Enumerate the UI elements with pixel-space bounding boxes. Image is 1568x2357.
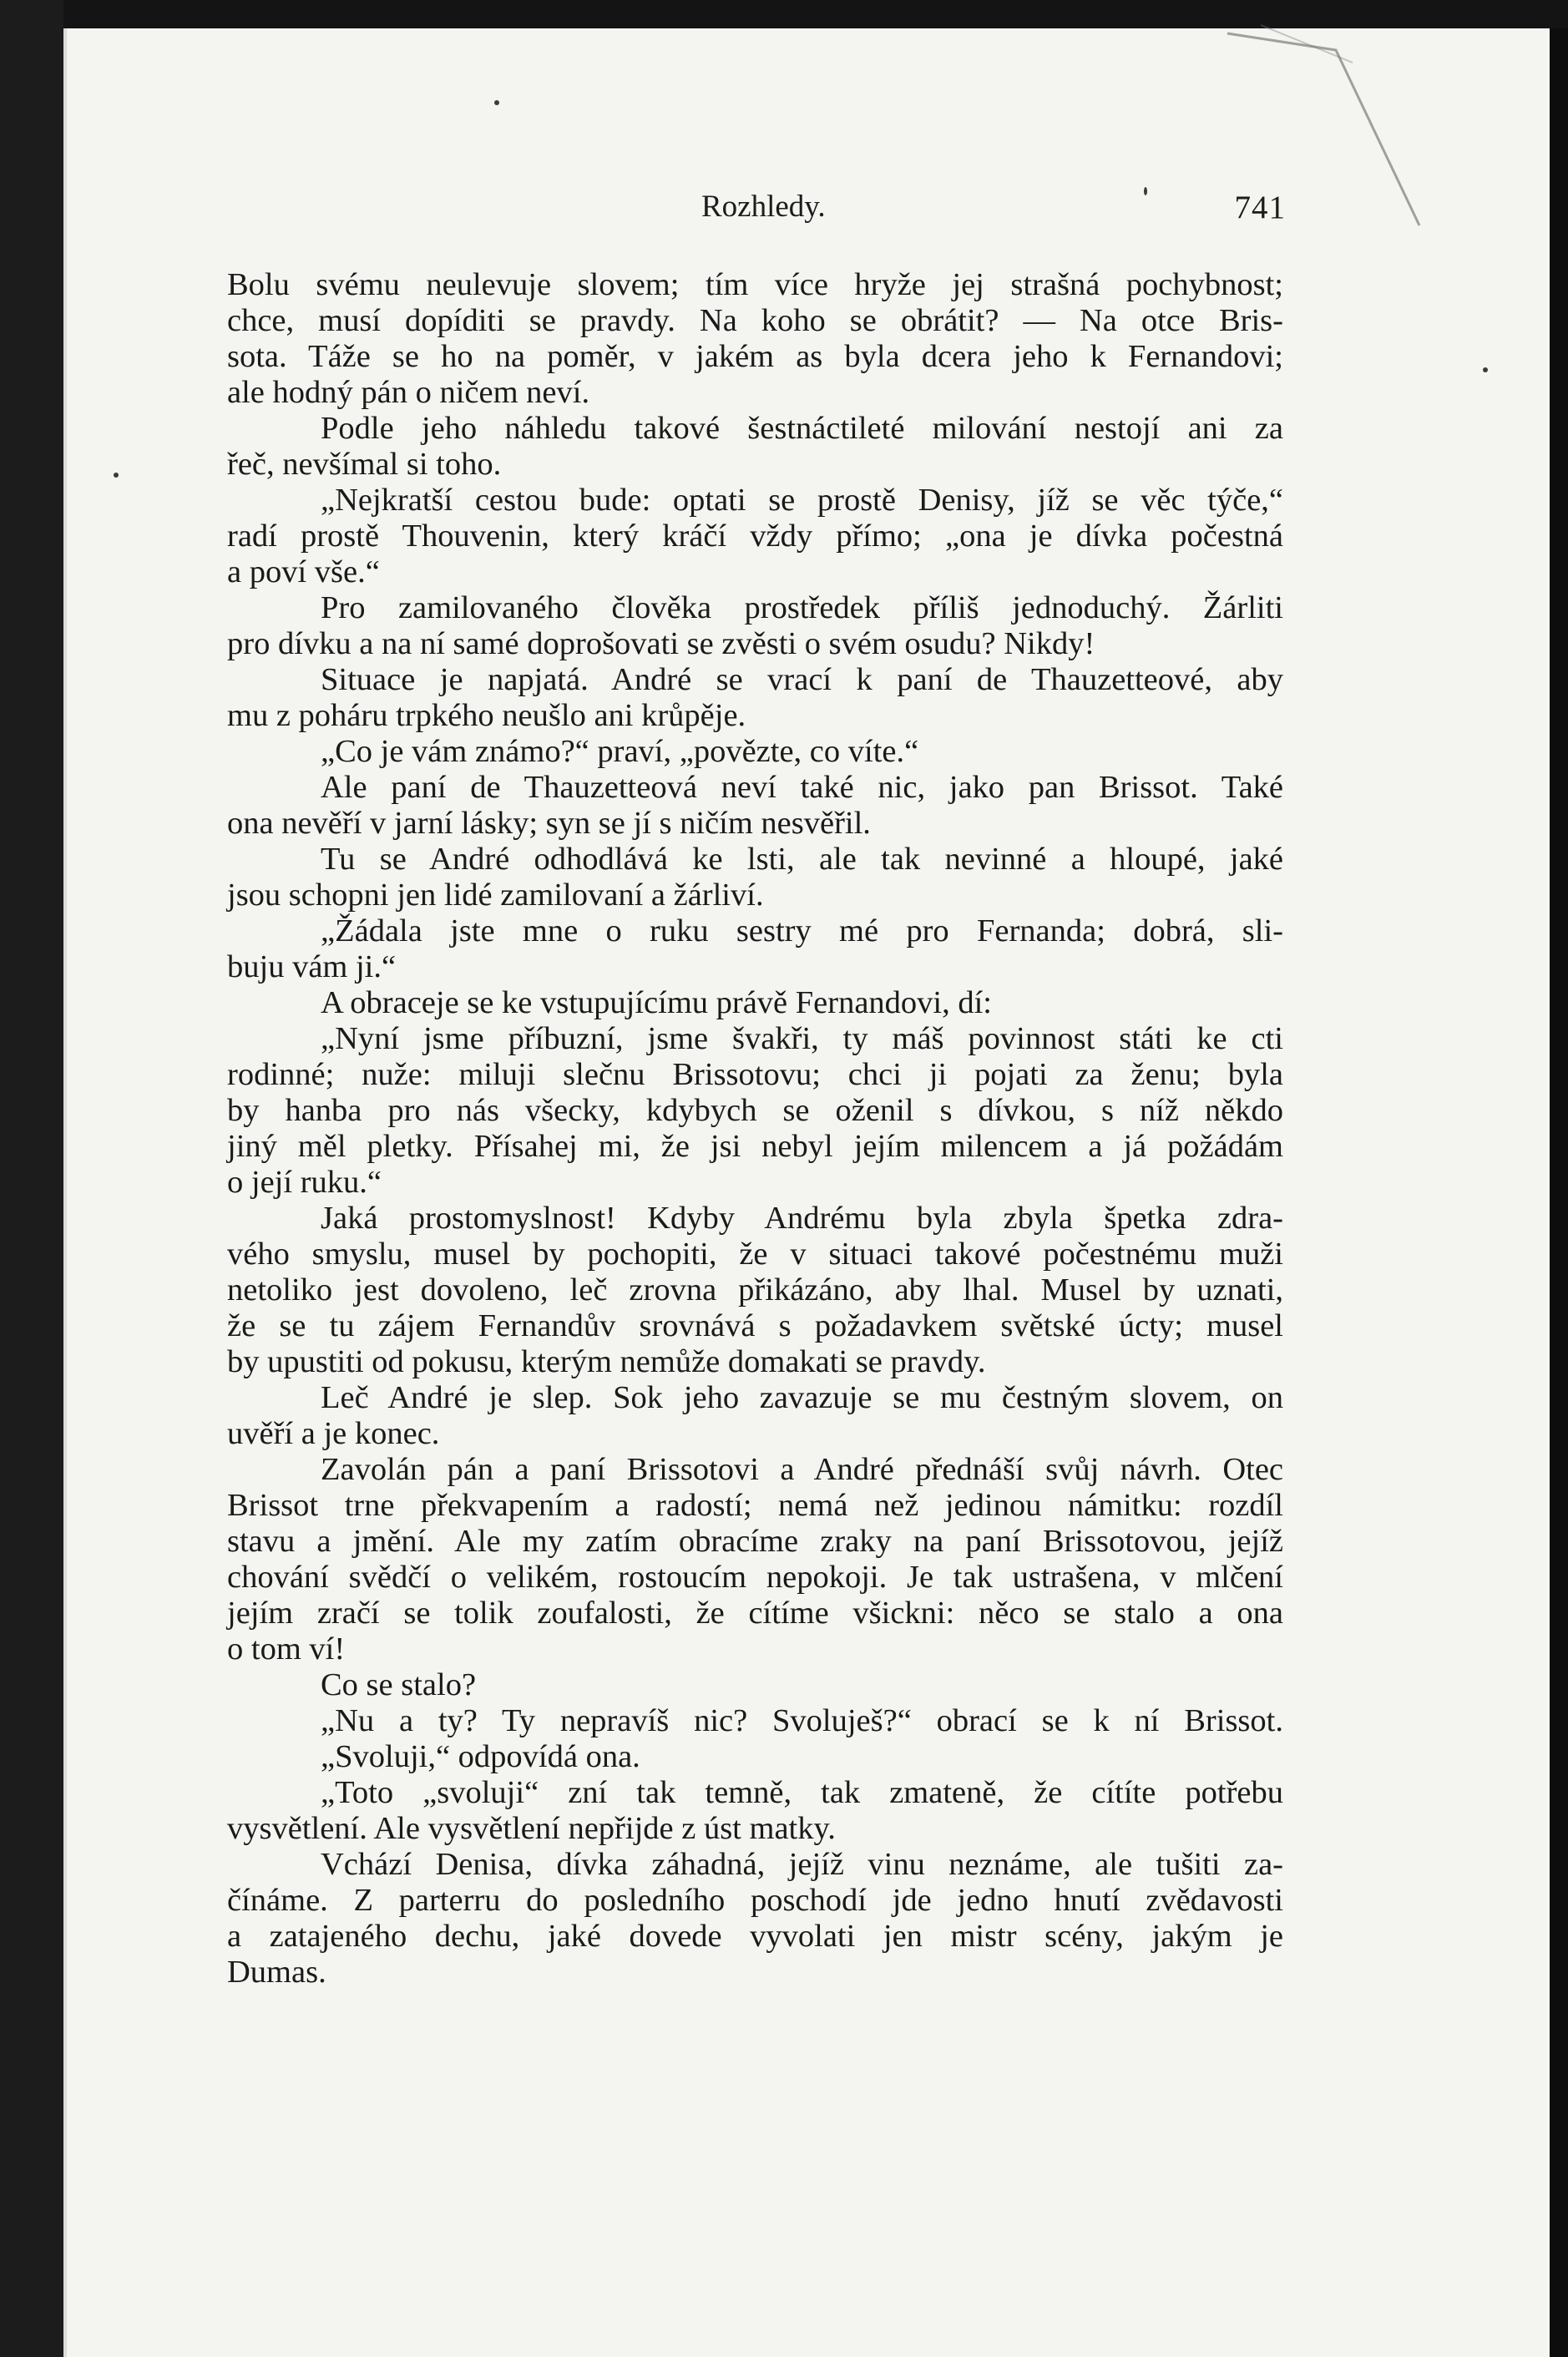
text-line: Tu se André odhodlává ke lsti, ale tak nevinné a hloupé, jaké xyxy=(321,842,1283,877)
text-line: Brissot trne překvapením a radostí; nemá než jedinou námitku: rozdíl xyxy=(227,1488,1283,1523)
body-text xyxy=(227,267,1283,1990)
text-line: Ale paní de Thauzetteová neví také nic, jako pan Brissot. Také xyxy=(321,770,1283,805)
text-line: by hanba pro nás všecky, kdybych se oženil s dívkou, s níž někdo xyxy=(227,1093,1283,1128)
text-line: netoliko jest dovoleno, leč zrovna přikázáno, aby lhal. Musel by uznati, xyxy=(227,1272,1283,1307)
text-line: Vchází Denisa, dívka záhadná, jejíž vinu neznáme, ale tušiti za- xyxy=(321,1847,1283,1882)
running-title: Rozhledy. xyxy=(701,190,826,224)
scan-border-left xyxy=(0,0,63,2357)
ink-speck xyxy=(1483,367,1488,372)
scan-border-right xyxy=(1550,28,1568,2357)
running-header xyxy=(225,189,1286,239)
text-line: ona nevěří v jarní lásky; syn se jí s ničím nesvěřil. xyxy=(227,806,871,841)
text-line: uvěří a je konec. xyxy=(227,1416,440,1451)
text-line: sota. Táže se ho na poměr, v jakém as byla dcera jeho k Fernandovi; xyxy=(227,339,1283,374)
text-line: chce, musí dopíditi se pravdy. Na koho se obrátit? — Na otce Bris- xyxy=(227,303,1283,338)
text-line: o tom ví! xyxy=(227,1631,346,1667)
text-line: by upustiti od pokusu, kterým nemůže domakati se pravdy. xyxy=(227,1344,986,1379)
text-line: „Nu a ty? Ty nepravíš nic? Svoluješ?“ obrací se k ní Brissot. xyxy=(321,1703,1283,1738)
ink-speck xyxy=(494,100,499,105)
text-line: A obraceje se ke vstupujícímu právě Fernandovi, dí: xyxy=(321,985,993,1020)
text-line: stavu a jmění. Ale my zatím obracíme zraky na paní Brissotovou, jejíž xyxy=(227,1524,1283,1559)
ink-speck xyxy=(114,473,119,478)
text-line: vého smyslu, musel by pochopiti, že v situaci takové počestnému muži xyxy=(227,1237,1283,1272)
text-line: „Nejkratší cestou bude: optati se prostě Denisy, jíž se věc týče,“ xyxy=(321,483,1283,518)
text-line: a zatajeného dechu, jaké dovede vyvolati jen mistr scény, jakým je xyxy=(227,1919,1283,1954)
text-line: mu z poháru trpkého neušlo ani krůpěje. xyxy=(227,698,746,733)
text-line: a poví vše.“ xyxy=(227,554,380,589)
text-line: Situace je napjatá. André se vrací k paní de Thauzetteové, aby xyxy=(321,662,1283,697)
text-line: Co se stalo? xyxy=(321,1667,477,1702)
text-line: buju vám ji.“ xyxy=(227,949,397,984)
text-line: ale hodný pán o ničem neví. xyxy=(227,375,590,410)
page-number: 741 xyxy=(1234,190,1286,225)
text-line: Leč André je slep. Sok jeho zavazuje se mu čestným slovem, on xyxy=(321,1380,1283,1415)
text-line: radí prostě Thouvenin, který kráčí vždy přímo; „ona je dívka počestná xyxy=(227,518,1283,554)
text-line: čínáme. Z parterru do posledního poschodí jde jedno hnutí zvědavosti xyxy=(227,1883,1283,1918)
text-line: chování svědčí o velikém, rostoucím nepokoji. Je tak ustrašena, v mlčení xyxy=(227,1560,1283,1595)
text-line: pro dívku a na ní samé doprošovati se zvěsti o svém osudu? Nikdy! xyxy=(227,626,1095,661)
text-line: jiný měl pletky. Přísahej mi, že jsi nebyl jejím milencem a já požádám xyxy=(227,1129,1283,1164)
text-line: Bolu svému neulevuje slovem; tím více hryže jej strašná pochybnost; xyxy=(227,267,1283,302)
text-line: rodinné; nuže: miluji slečnu Brissotovu; chci ji pojati za ženu; byla xyxy=(227,1057,1283,1092)
text-line: „Nyní jsme příbuzní, jsme švakři, ty máš povinnost státi ke cti xyxy=(321,1021,1283,1056)
text-line: „Žádala jste mne o ruku sestry mé pro Fernanda; dobrá, sli- xyxy=(321,913,1283,948)
text-line: vysvětlení. Ale vysvětlení nepřijde z úst matky. xyxy=(227,1811,836,1846)
text-line: jsou schopni jen lidé zamilovaní a žárliví. xyxy=(227,878,764,913)
text-line: Pro zamilovaného člověka prostředek příliš jednoduchý. Žárliti xyxy=(321,590,1283,625)
text-line: Zavolán pán a paní Brissotovi a André přednáší svůj návrh. Otec xyxy=(321,1452,1283,1487)
text-line: „Co je vám známo?“ praví, „povězte, co víte.“ xyxy=(321,734,919,769)
text-line: „Svoluji,“ odpovídá ona. xyxy=(321,1739,640,1774)
text-line: řeč, nevšímal si toho. xyxy=(227,447,502,482)
text-line: Podle jeho náhledu takové šestnáctileté milování nestojí ani za xyxy=(321,411,1283,446)
text-line: že se tu zájem Fernandův srovnává s požadavkem světské úcty; musel xyxy=(227,1308,1283,1343)
text-line: jejím zračí se tolik zoufalosti, že cítíme všickni: něco se stalo a ona xyxy=(227,1596,1283,1631)
text-line: Jaká prostomyslnost! Kdyby Andrému byla zbyla špetka zdra- xyxy=(321,1201,1283,1236)
text-line: o její ruku.“ xyxy=(227,1165,382,1200)
text-line: Dumas. xyxy=(227,1955,326,1990)
text-line: „Toto „svoluji“ zní tak temně, tak zmateně, že cítíte potřebu xyxy=(321,1775,1283,1810)
